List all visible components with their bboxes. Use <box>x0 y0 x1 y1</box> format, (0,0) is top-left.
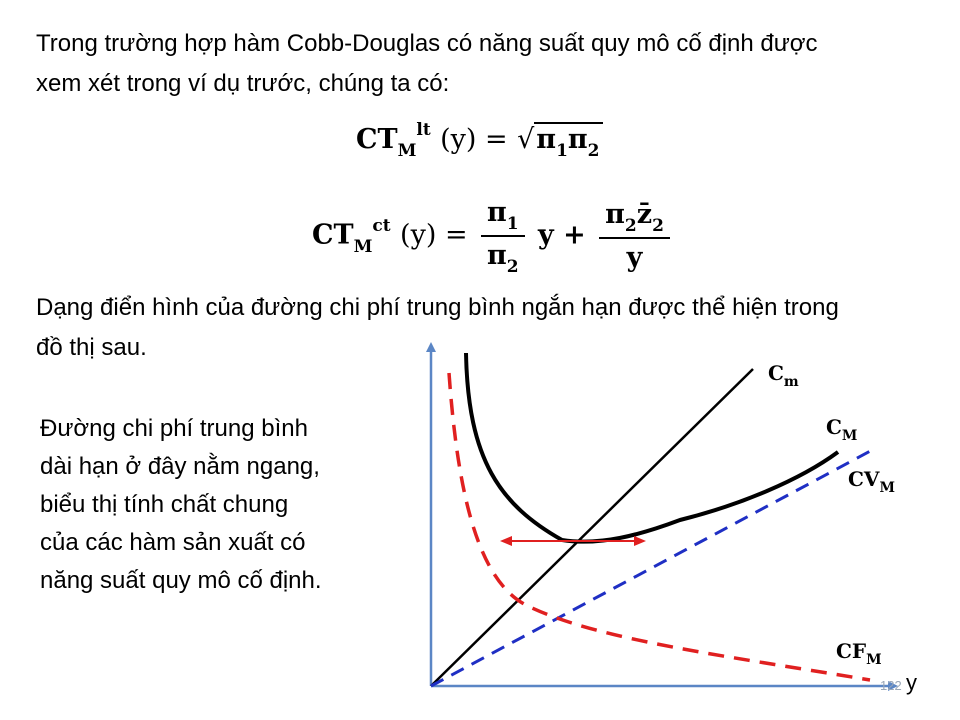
page-number: 122 <box>880 678 902 693</box>
eq1-lhs-sub: M <box>397 141 417 161</box>
eq2-mid: y + <box>538 219 586 251</box>
eq1-pi2: π <box>567 124 588 155</box>
eq1-lhs-sup: lt <box>416 120 431 140</box>
eq2-lhs-sub: M <box>353 236 373 257</box>
eq1-pi1: π <box>536 124 557 155</box>
label-cm-average: $C_M$ <box>826 415 858 444</box>
eq2-lhs-sup: ct <box>372 215 391 236</box>
eq2-f1-den-sub: 2 <box>506 257 519 277</box>
eq2-f2-num-a: π <box>605 198 625 230</box>
eq1-lhs: CT <box>356 124 398 155</box>
side-note-line-4: của các hàm sản xuất có <box>40 529 306 556</box>
side-note-line-5: năng suất quy mô cố định. <box>40 567 322 594</box>
side-note-line-1: Đường chi phí trung bình <box>40 415 308 442</box>
typical-line-1: Dạng điển hình của đường chi phí trung bình ngắn hạn được thể hiện trong <box>36 294 839 321</box>
eq2-f1-den: π <box>486 240 507 271</box>
eq1-pi2-sub: 2 <box>587 141 600 161</box>
eq2-f1-num-sub: 1 <box>506 214 519 234</box>
curve-cm <box>431 369 753 686</box>
label-cvm: $CV_M$ <box>848 467 895 496</box>
eq2-f2-den: y <box>626 241 643 273</box>
eq2-f2-num-b: z̄ <box>636 198 653 230</box>
eq2-f2-num-b-sub: 2 <box>652 215 664 236</box>
intro-line-1: Trong trường hợp hàm Cobb-Douglas có năng suất quy mô cố định được <box>36 30 818 57</box>
typical-line-2: đồ thị sau. <box>36 334 147 361</box>
eq1-pi1-sub: 1 <box>556 141 568 161</box>
sqrt-icon: √ <box>517 124 535 155</box>
side-note-line-2: dài hạn ở đây nằm ngang, <box>40 453 320 480</box>
eq2-lhs: CT <box>312 219 354 251</box>
eq2-f1-num: π <box>486 197 507 228</box>
intro-line-2: xem xét trong ví dụ trước, chúng ta có: <box>36 70 450 97</box>
eq2-f2-num-a-sub: 2 <box>624 215 637 236</box>
label-cm: $C_m$ <box>768 361 799 390</box>
label-cfm: $CF_M$ <box>836 639 882 668</box>
eq2-arg: (y) = <box>400 219 468 251</box>
side-note-line-3: biểu thị tính chất chung <box>40 491 289 518</box>
eq1-arg: (y) = <box>440 124 508 155</box>
x-axis-label: y <box>906 670 917 695</box>
